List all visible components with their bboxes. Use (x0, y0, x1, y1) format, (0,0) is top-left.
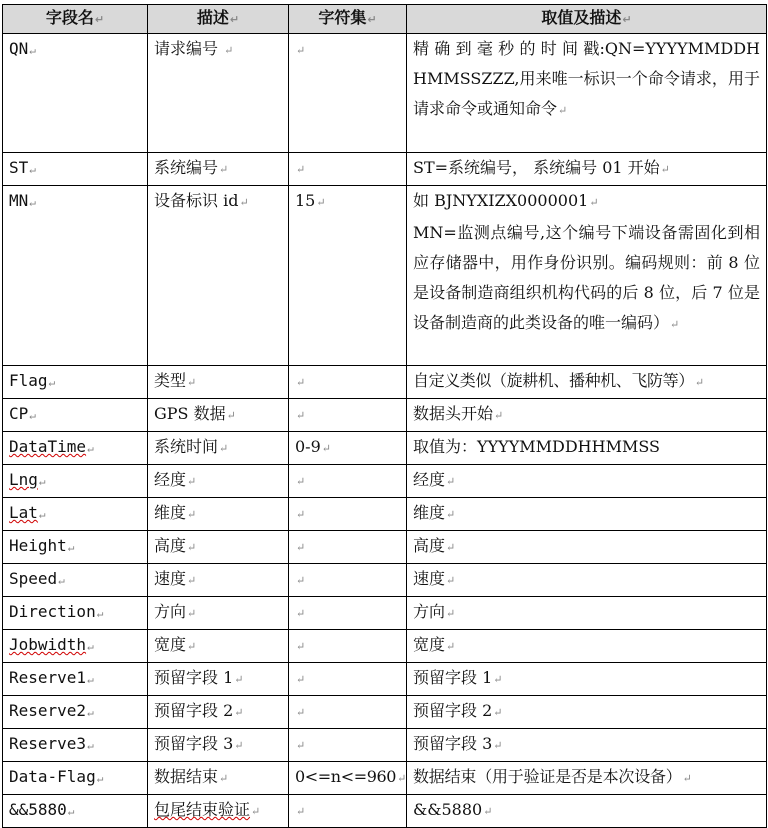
header-row (3, 5, 767, 34)
desc-cell: 方向↵ (148, 597, 289, 630)
value-cell: 维度↵ (407, 498, 767, 531)
desc-cell: 类型↵ (148, 366, 289, 399)
charset-cell: ↵ (289, 597, 407, 630)
field-cell: Reserve2↵ (3, 696, 148, 729)
table-row (3, 729, 767, 762)
charset-cell: ↵ (289, 630, 407, 663)
value-cell: 方向↵ (407, 597, 767, 630)
field-cell: Height↵ (3, 531, 148, 564)
field-cell: Lat↵ (3, 498, 148, 531)
table-row (3, 34, 767, 153)
charset-cell: ↵ (289, 729, 407, 762)
header-description: 描述↵ (148, 5, 289, 34)
table-row (3, 630, 767, 663)
value-cell: 高度↵ (407, 531, 767, 564)
desc-cell: 经度↵ (148, 465, 289, 498)
desc-cell: 设备标识 id↵ (148, 186, 289, 366)
charset-cell: ↵ (289, 153, 407, 186)
desc-cell: 请求编号 ↵ (148, 34, 289, 153)
header-value-description: 取值及描述↵ (407, 5, 767, 34)
charset-cell: ↵ (289, 498, 407, 531)
field-cell: &&5880↵ (3, 795, 148, 828)
table-row (3, 564, 767, 597)
value-cell: 预留字段 3↵ (407, 729, 767, 762)
charset-cell: ↵ (289, 663, 407, 696)
charset-cell: ↵ (289, 531, 407, 564)
field-cell: Direction↵ (3, 597, 148, 630)
charset-cell: ↵ (289, 399, 407, 432)
desc-cell: 系统时间↵ (148, 432, 289, 465)
table-row (3, 663, 767, 696)
table-row (3, 186, 767, 366)
charset-cell: ↵ (289, 696, 407, 729)
charset-cell: 0-9↵ (289, 432, 407, 465)
charset-cell: ↵ (289, 564, 407, 597)
value-cell: &&5880↵ (407, 795, 767, 828)
table-row (3, 696, 767, 729)
desc-cell: 高度↵ (148, 531, 289, 564)
table-row (3, 366, 767, 399)
field-cell: Data-Flag↵ (3, 762, 148, 795)
charset-cell: 15↵ (289, 186, 407, 366)
table-row (3, 795, 767, 828)
value-cell: 预留字段 1↵ (407, 663, 767, 696)
value-cell: 取值为：YYYYMMDDHHMMSS (407, 432, 767, 465)
desc-cell: 预留字段 1↵ (148, 663, 289, 696)
field-cell: QN↵ (3, 34, 148, 153)
table-row (3, 432, 767, 465)
value-cell: 如 BJNYXIZX0000001↵ MN=监测点编号,这个编号下端设备需固化到相应存储器中，用作身份识别。编码规则：前 8 位是设备制造商组织机构代码的后 8 位，后 7 位是设备制造商的此类设备的唯一编码）↵ (407, 186, 767, 366)
desc-cell: 速度↵ (148, 564, 289, 597)
desc-cell: 包尾结束验证↵ (148, 795, 289, 828)
value-cell: 预留字段 2↵ (407, 696, 767, 729)
charset-cell: ↵ (289, 366, 407, 399)
desc-cell: 宽度↵ (148, 630, 289, 663)
field-cell: Lng↵ (3, 465, 148, 498)
value-cell: 数据头开始↵ (407, 399, 767, 432)
field-cell: Reserve3↵ (3, 729, 148, 762)
field-cell: Flag↵ (3, 366, 148, 399)
value-cell: 精 确 到 毫 秒 的 时 间 戳:QN=YYYYMMDDHHMMSSZZZ,用来唯一标识一个命令请求，用于请求命令或通知命令↵ (407, 34, 767, 153)
desc-cell: 维度↵ (148, 498, 289, 531)
charset-cell: ↵ (289, 795, 407, 828)
field-cell: ST↵ (3, 153, 148, 186)
table-row (3, 399, 767, 432)
header-charset: 字符集↵ (289, 5, 407, 34)
field-cell: CP↵ (3, 399, 148, 432)
field-cell: Jobwidth↵ (3, 630, 148, 663)
table-row (3, 762, 767, 795)
desc-cell: 数据结束↵ (148, 762, 289, 795)
desc-cell: 预留字段 2↵ (148, 696, 289, 729)
table-row (3, 465, 767, 498)
value-cell: 速度↵ (407, 564, 767, 597)
desc-cell: 预留字段 3↵ (148, 729, 289, 762)
value-cell: 宽度↵ (407, 630, 767, 663)
desc-cell: 系统编号↵ (148, 153, 289, 186)
value-cell: 经度↵ (407, 465, 767, 498)
field-spec-table (2, 4, 767, 828)
header-field-name: 字段名↵ (3, 5, 148, 34)
field-cell: Reserve1↵ (3, 663, 148, 696)
field-cell: Speed↵ (3, 564, 148, 597)
value-cell: 数据结束（用于验证是否是本次设备）↵ (407, 762, 767, 795)
charset-cell: ↵ (289, 34, 407, 153)
value-cell: 自定义类似（旋耕机、播种机、飞防等）↵ (407, 366, 767, 399)
field-cell: DataTime↵ (3, 432, 148, 465)
table-row (3, 498, 767, 531)
table-row (3, 531, 767, 564)
charset-cell: ↵ (289, 465, 407, 498)
field-cell: MN↵ (3, 186, 148, 366)
table-row (3, 153, 767, 186)
charset-cell: 0<=n<=960↵ (289, 762, 407, 795)
desc-cell: GPS 数据↵ (148, 399, 289, 432)
table-row (3, 597, 767, 630)
value-cell: ST=系统编号， 系统编号 01 开始↵ (407, 153, 767, 186)
